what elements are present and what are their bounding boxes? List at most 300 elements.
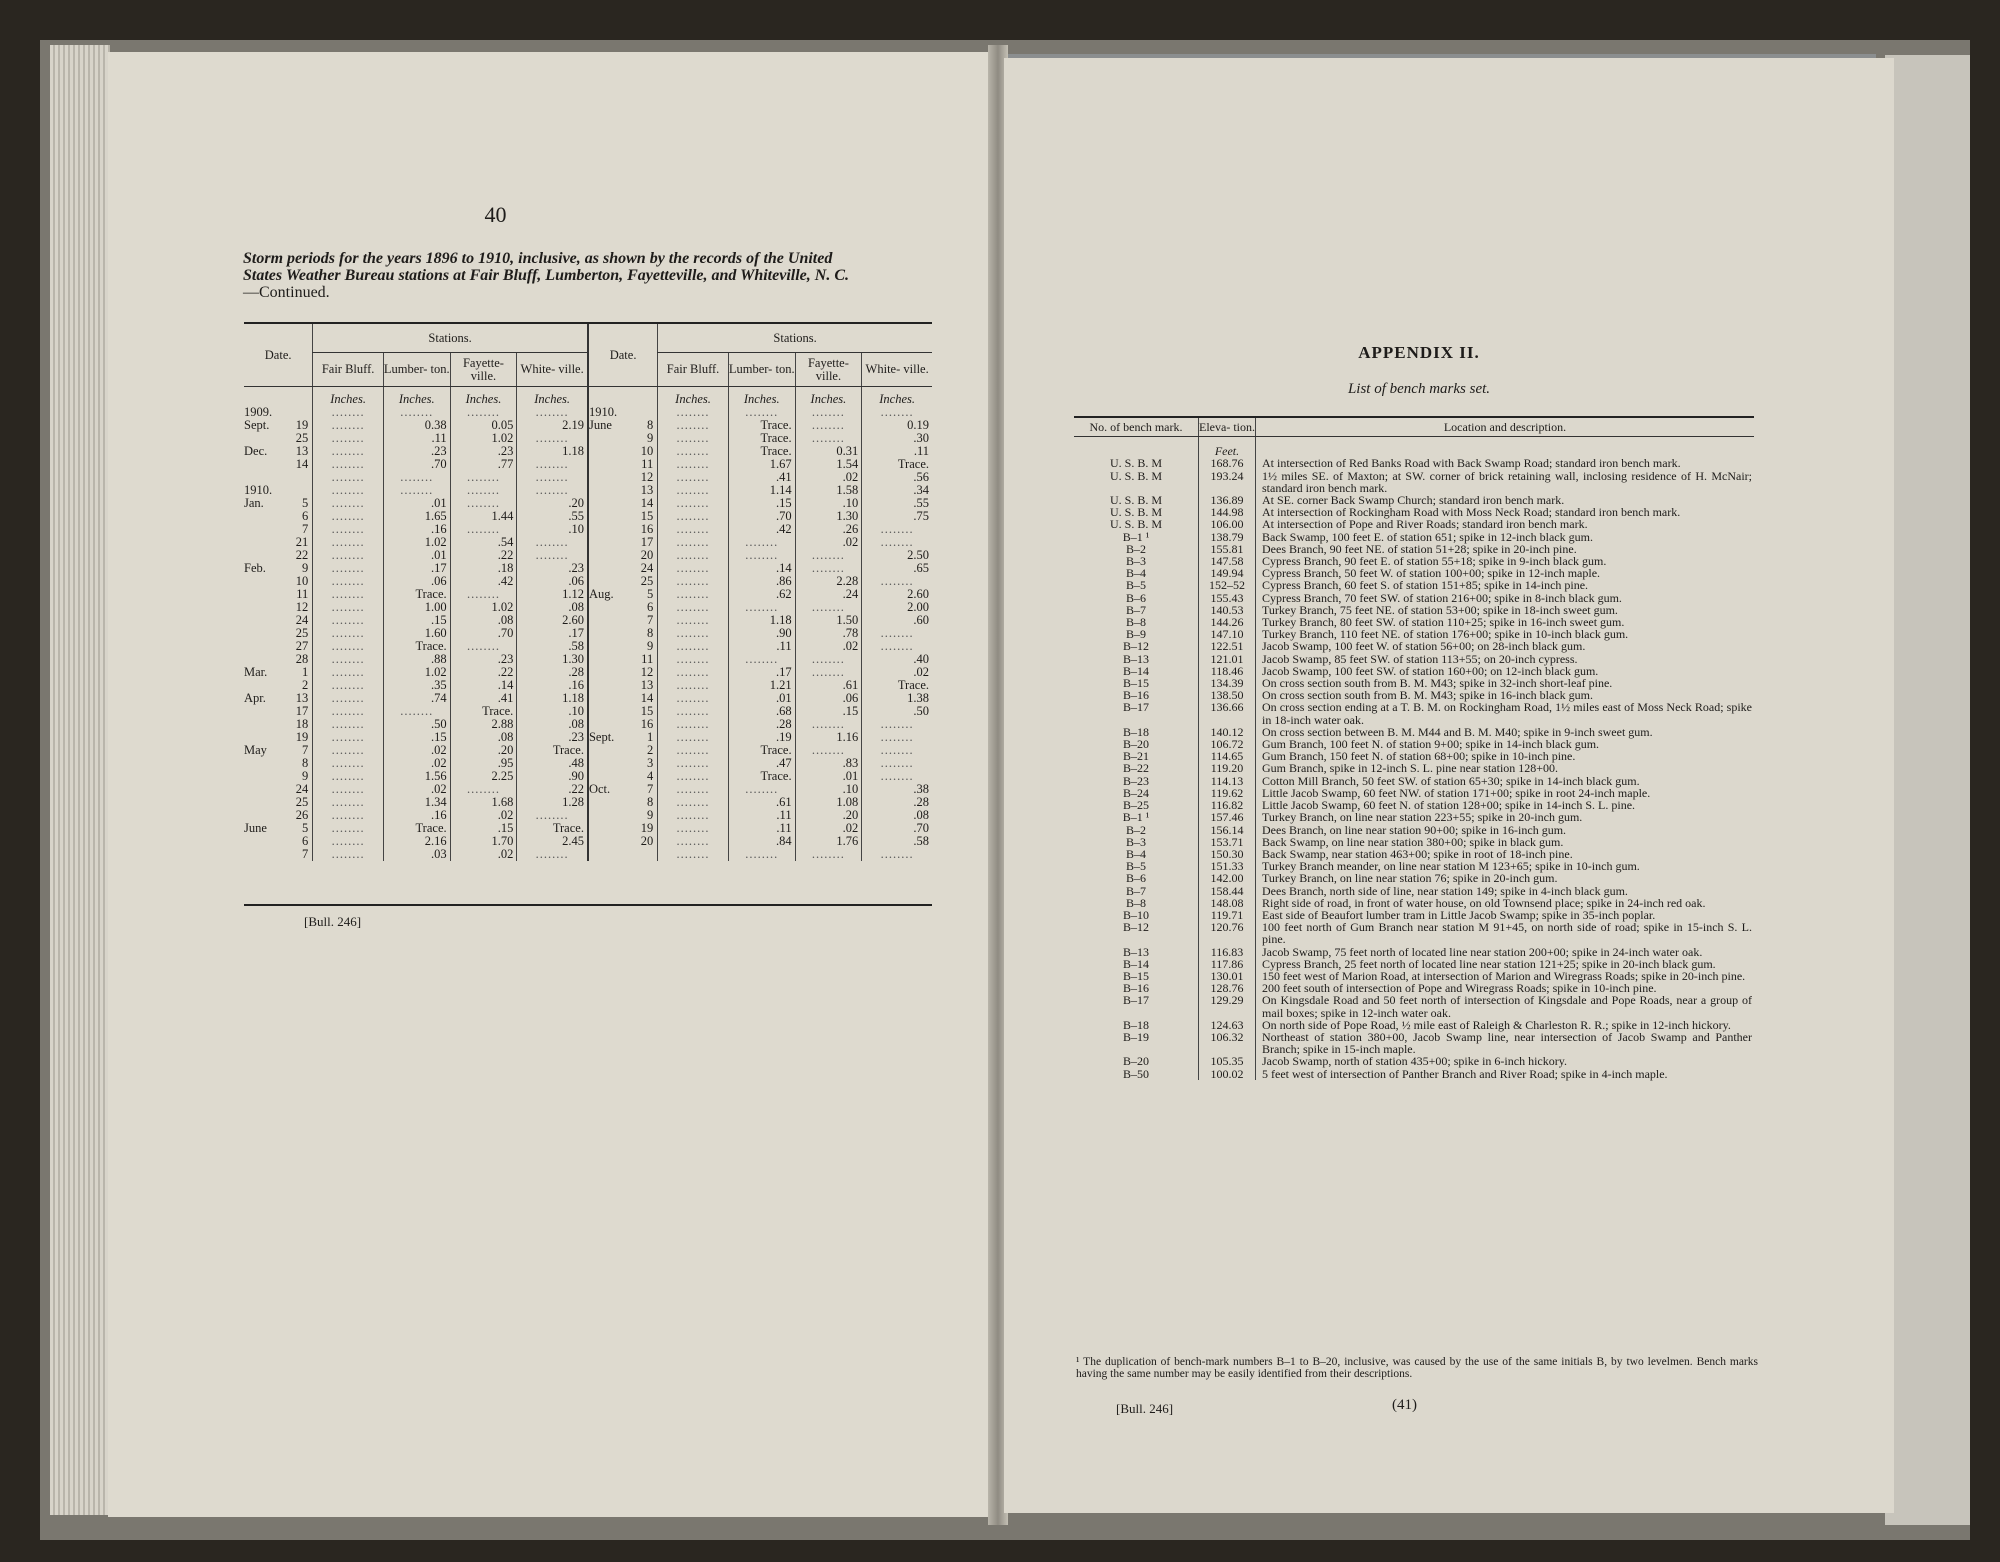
- location-description: Turkey Branch, on line near station 223+55; spike in 20-inch gum.: [1256, 811, 1755, 823]
- elevation-value: 144.98: [1199, 506, 1256, 518]
- location-description: At intersection of Pope and River Roads; standard iron bench mark.: [1256, 518, 1755, 530]
- rainfall-value: .02: [862, 666, 932, 679]
- rainfall-value: ........: [658, 510, 729, 523]
- rainfall-value: ........: [658, 809, 729, 822]
- header-fayetteville-2: Fayette- ville.: [795, 353, 862, 387]
- day-label: 20: [640, 834, 654, 848]
- location-description: On cross section ending at a T. B. M. on Rockingham Road, 1½ miles east of Moss Neck Road; spike in 18-inch water oak.: [1256, 701, 1755, 725]
- month-label: [244, 614, 293, 627]
- table-row: [1074, 872, 1754, 884]
- table-row: [1074, 701, 1754, 725]
- day-label: 7: [646, 782, 654, 796]
- day-label: 1: [302, 665, 309, 679]
- rainfall-value: .74: [383, 692, 450, 705]
- rainfall-value: 2.28: [795, 575, 862, 588]
- rainfall-value: ........: [658, 432, 729, 445]
- month-label: [588, 562, 638, 575]
- rainfall-value: .01: [383, 549, 450, 562]
- rainfall-value: 1.68: [450, 796, 517, 809]
- month-label: Sept.: [244, 418, 270, 432]
- rainfall-value: .86: [728, 575, 795, 588]
- bench-mark-number: U. S. B. M: [1109, 456, 1162, 471]
- rainfall-value: 1.30: [795, 510, 862, 523]
- rainfall-value: 2.19: [517, 419, 588, 432]
- day-label: 8: [646, 418, 654, 432]
- bench-mark-number: U. S. B. M: [1109, 468, 1162, 483]
- day-label: 13: [640, 483, 654, 497]
- rainfall-value: ........: [450, 484, 517, 497]
- rainfall-value: ........: [313, 510, 384, 523]
- month-label: [244, 640, 293, 653]
- rainfall-value: ........: [795, 406, 862, 419]
- rainfall-value: ........: [658, 770, 729, 783]
- rainfall-value: Trace.: [862, 458, 932, 471]
- rainfall-value: ........: [862, 406, 932, 419]
- elevation-value: 153.71: [1199, 836, 1256, 848]
- rainfall-value: .23: [450, 445, 517, 458]
- rainfall-value: ........: [313, 419, 384, 432]
- rainfall-value: ........: [862, 640, 932, 653]
- unit-label: Inches.: [658, 393, 729, 406]
- table-row: [1074, 470, 1754, 494]
- day-label: 5: [302, 821, 309, 835]
- bench-mark-number: B–13: [1122, 944, 1149, 959]
- rainfall-value: .11: [383, 432, 450, 445]
- elevation-value: 106.00: [1199, 518, 1256, 530]
- day-label: 6: [302, 834, 309, 848]
- rainfall-value: ........: [313, 458, 384, 471]
- rainfall-value: .42: [728, 523, 795, 536]
- day-label: 13: [295, 444, 309, 458]
- elevation-value: 128.76: [1199, 982, 1256, 994]
- month-label: Dec.: [244, 444, 268, 458]
- bench-mark-number: B–4: [1125, 566, 1146, 581]
- day-label: 19: [295, 418, 309, 432]
- rainfall-value: .18: [450, 562, 517, 575]
- rainfall-value: ........: [313, 614, 384, 627]
- rainfall-value: .01: [383, 497, 450, 510]
- elevation-value: 106.32: [1199, 1031, 1256, 1055]
- rainfall-value: ........: [728, 653, 795, 666]
- rainfall-value: ........: [658, 848, 729, 861]
- day-label: 22: [295, 548, 309, 562]
- elevation-value: 158.44: [1199, 885, 1256, 897]
- rainfall-value: 0.19: [862, 419, 932, 432]
- table-row: [1074, 824, 1754, 836]
- month-label: [244, 536, 293, 549]
- header-stations-left: Stations.: [313, 323, 588, 353]
- table-row: [1074, 579, 1754, 591]
- rainfall-value: .65: [862, 562, 932, 575]
- rainfall-value: ........: [383, 406, 450, 419]
- rainfall-value: .23: [517, 731, 588, 744]
- rainfall-value: .62: [728, 588, 795, 601]
- rainfall-value: ........: [658, 458, 729, 471]
- month-label: [244, 588, 293, 601]
- day-label: 13: [640, 678, 654, 692]
- month-label: [588, 640, 638, 653]
- location-description: 200 feet south of intersection of Pope and Wiregrass Roads; spike in 10-inch pine.: [1256, 982, 1755, 994]
- rainfall-value: ........: [728, 601, 795, 614]
- elevation-value: 156.14: [1199, 824, 1256, 836]
- month-label: June: [588, 419, 638, 432]
- month-label: [244, 718, 293, 731]
- rainfall-value: 1.50: [795, 614, 862, 627]
- day-label: 9: [646, 431, 654, 445]
- rainfall-value: ........: [313, 692, 384, 705]
- rainfall-value: ........: [313, 497, 384, 510]
- rainfall-value: .11: [862, 445, 932, 458]
- rainfall-value: .75: [862, 510, 932, 523]
- rainfall-value: ........: [313, 796, 384, 809]
- month-label: [588, 536, 638, 549]
- rainfall-value: .08: [450, 731, 517, 744]
- location-description: On Kingsdale Road and 50 feet north of intersection of Kingsdale and Pope Roads, near a group of mail boxes; spike in 12-inch water oak.: [1256, 994, 1755, 1018]
- rainfall-value: ........: [450, 497, 517, 510]
- rainfall-value: ........: [517, 848, 588, 861]
- rainfall-value: ........: [313, 757, 384, 770]
- rainfall-value: ........: [313, 835, 384, 848]
- rainfall-value: ........: [313, 731, 384, 744]
- day-label: 1: [646, 730, 654, 744]
- rainfall-value: .40: [862, 653, 932, 666]
- rainfall-value: .10: [517, 523, 588, 536]
- rainfall-value: ........: [313, 471, 384, 484]
- month-label: Sept.: [588, 731, 638, 744]
- rainfall-value: .03: [383, 848, 450, 861]
- rainfall-value: .17: [517, 627, 588, 640]
- rainfall-value: .28: [862, 796, 932, 809]
- rainfall-value: ........: [450, 471, 517, 484]
- day-label: 25: [295, 626, 309, 640]
- day-label: 24: [640, 561, 654, 575]
- day-label: 7: [302, 743, 309, 757]
- left-page: [108, 52, 993, 1517]
- location-description: On cross section between B. M. M44 and B. M. M40; spike in 9-inch sweet gum.: [1256, 726, 1755, 738]
- table-row: [1074, 885, 1754, 897]
- rainfall-value: .08: [517, 718, 588, 731]
- bench-mark-number: B–17: [1122, 700, 1149, 715]
- page-number-right: (41): [1392, 1397, 1417, 1413]
- unit-label: Inches.: [450, 393, 517, 406]
- rainfall-value: ........: [313, 679, 384, 692]
- rainfall-value: .68: [728, 705, 795, 718]
- day-label: 5: [646, 587, 654, 601]
- rainfall-value: ........: [313, 744, 384, 757]
- location-description: Little Jacob Swamp, 60 feet NW. of station 171+00; spike in root 24-inch maple.: [1256, 787, 1755, 799]
- rainfall-value: .78: [795, 627, 862, 640]
- month-label: [244, 835, 293, 848]
- rainfall-value: ........: [383, 484, 450, 497]
- location-description: Cypress Branch, 50 feet W. of station 100+00; spike in 12-inch maple.: [1256, 567, 1755, 579]
- rainfall-value: .84: [728, 835, 795, 848]
- day-label: [638, 848, 658, 861]
- rainfall-value: .77: [450, 458, 517, 471]
- rainfall-value: ........: [658, 705, 729, 718]
- location-description: Dees Branch, north side of line, near station 149; spike in 4-inch black gum.: [1256, 885, 1755, 897]
- header-fair-bluff: Fair Bluff.: [313, 353, 384, 387]
- bench-mark-number: B–6: [1125, 871, 1146, 886]
- unit-label: Inches.: [728, 393, 795, 406]
- bench-mark-number: B–3: [1125, 554, 1146, 569]
- bench-mark-number: B–3: [1125, 834, 1146, 849]
- day-label: 25: [640, 574, 654, 588]
- rainfall-value: ........: [658, 627, 729, 640]
- rainfall-value: ........: [450, 640, 517, 653]
- rainfall-value: ........: [728, 549, 795, 562]
- rainfall-value: .47: [728, 757, 795, 770]
- table-caption: Storm periods for the years 1896 to 1910, inclusive, as shown by the records of the United States Weather Bureau stations at Fair Bluff, Lumberton, Fayetteville, and Whiteville, N. C.—Continued.: [243, 250, 849, 301]
- rainfall-value: .70: [383, 458, 450, 471]
- day-label: 16: [640, 717, 654, 731]
- rainfall-value: .02: [795, 640, 862, 653]
- day-label: 11: [641, 652, 654, 666]
- table-row: [1074, 1055, 1754, 1067]
- day-label: 4: [646, 769, 654, 783]
- rainfall-value: Trace.: [728, 419, 795, 432]
- month-label: [588, 809, 638, 822]
- bench-mark-number: B–14: [1122, 663, 1149, 678]
- location-description: Jacob Swamp, 100 feet SW. of station 160+00; on 12-inch black gum.: [1256, 665, 1755, 677]
- rainfall-value: ........: [658, 601, 729, 614]
- elevation-value: 106.72: [1199, 738, 1256, 750]
- rainfall-value: .16: [383, 809, 450, 822]
- rainfall-value: ........: [313, 536, 384, 549]
- rainfall-value: ........: [658, 445, 729, 458]
- day-label: 25: [295, 431, 309, 445]
- rainfall-value: ........: [795, 432, 862, 445]
- rainfall-value: ........: [795, 419, 862, 432]
- elevation-value: 116.82: [1199, 799, 1256, 811]
- location-description: 150 feet west of Marion Road, at intersection of Marion and Wiregrass Roads; spike in 20-inch pine.: [1256, 970, 1755, 982]
- elevation-value: 136.89: [1199, 494, 1256, 506]
- bench-mark-number: B–8: [1125, 615, 1146, 630]
- location-description: Back Swamp, on line near station 380+00; spike in black gum.: [1256, 836, 1755, 848]
- unit-label: Inches.: [313, 393, 384, 406]
- rainfall-value: ........: [313, 445, 384, 458]
- day-label: 15: [640, 509, 654, 523]
- rainfall-value: ........: [658, 497, 729, 510]
- footnote: ¹ The duplication of bench-mark numbers B–1 to B–20, inclusive, was caused by the use of the same initials B, by two levelmen. Bench marks having the same number may be easily identified from their descriptions.: [1076, 1356, 1758, 1380]
- rainfall-value: ........: [313, 406, 384, 419]
- day-label: 7: [302, 522, 309, 536]
- rainfall-value: ........: [728, 406, 795, 419]
- rainfall-value: .88: [383, 653, 450, 666]
- elevation-value: 105.35: [1199, 1055, 1256, 1067]
- bench-mark-number: B–17: [1122, 993, 1149, 1008]
- rainfall-value: ........: [658, 692, 729, 705]
- bench-mark-number: B–7: [1125, 602, 1146, 617]
- rainfall-value: ........: [517, 484, 588, 497]
- day-label: 17: [640, 535, 654, 549]
- month-label: Apr.: [244, 691, 266, 705]
- rainfall-value: 1.18: [517, 692, 588, 705]
- location-description: Right side of road, in front of water house, on old Townsend place; spike in 24-inch red oak.: [1256, 897, 1755, 909]
- rainfall-value: .61: [795, 679, 862, 692]
- month-label: [588, 653, 638, 666]
- day-label: 18: [295, 717, 309, 731]
- rainfall-value: Trace.: [728, 770, 795, 783]
- rainfall-value: 2.00: [862, 601, 932, 614]
- month-label: 1909.: [244, 405, 273, 419]
- rainfall-value: .16: [383, 523, 450, 536]
- month-label: [588, 796, 638, 809]
- rainfall-value: .06: [795, 692, 862, 705]
- rainfall-value: ........: [313, 822, 384, 835]
- elevation-value: 150.30: [1199, 848, 1256, 860]
- bench-mark-number: B–24: [1122, 785, 1149, 800]
- rainfall-value: Trace.: [383, 640, 450, 653]
- bench-mark-number: B–22: [1122, 761, 1149, 776]
- day-label: 6: [646, 600, 654, 614]
- day-label: 25: [295, 795, 309, 809]
- header-fayetteville: Fayette- ville.: [450, 353, 517, 387]
- rainfall-value: .90: [517, 770, 588, 783]
- location-description: Back Swamp, near station 463+00; spike in root of 18-inch pine.: [1256, 848, 1755, 860]
- location-description: Turkey Branch meander, on line near station M 123+65; spike in 10-inch gum.: [1256, 860, 1755, 872]
- day-label: 9: [302, 561, 309, 575]
- day-label: 12: [295, 600, 309, 614]
- rainfall-value: ........: [658, 575, 729, 588]
- bench-mark-number: B–12: [1122, 920, 1149, 935]
- rainfall-value: .15: [383, 731, 450, 744]
- rainfall-value: ........: [313, 549, 384, 562]
- rainfall-value: ........: [313, 718, 384, 731]
- bench-mark-number: B–18: [1122, 1017, 1149, 1032]
- rainfall-value: Trace.: [728, 445, 795, 458]
- rainfall-value: ........: [313, 666, 384, 679]
- rainfall-value: 1.18: [517, 445, 588, 458]
- bench-mark-number: U. S. B. M: [1109, 517, 1162, 532]
- rainfall-value: .10: [795, 783, 862, 796]
- rainfall-value: .15: [795, 705, 862, 718]
- table-row: [1074, 921, 1754, 945]
- location-description: On cross section south from B. M. M43; spike in 16-inch black gum.: [1256, 689, 1755, 701]
- rainfall-value: .24: [795, 588, 862, 601]
- rainfall-value: Trace.: [728, 744, 795, 757]
- month-label: [588, 757, 638, 770]
- elevation-value: 147.58: [1199, 555, 1256, 567]
- elevation-value: 142.00: [1199, 872, 1256, 884]
- rainfall-value: .15: [450, 822, 517, 835]
- rainfall-value: .02: [383, 757, 450, 770]
- rainfall-value: .41: [450, 692, 517, 705]
- month-label: 1910.: [244, 483, 273, 497]
- month-label: [588, 848, 638, 861]
- rainfall-value: ........: [658, 796, 729, 809]
- rainfall-value: ........: [795, 848, 862, 861]
- rainfall-value: .02: [795, 536, 862, 549]
- location-description: Jacob Swamp, 75 feet north of located line near station 200+00; spike in 24-inch water oak.: [1256, 946, 1755, 958]
- elevation-value: 118.46: [1199, 665, 1256, 677]
- month-label: [588, 666, 638, 679]
- rainfall-value: .38: [862, 783, 932, 796]
- day-label: 13: [295, 691, 309, 705]
- rainfall-value: ........: [313, 783, 384, 796]
- elevation-value: 114.65: [1199, 750, 1256, 762]
- header-date-right: Date.: [588, 323, 658, 387]
- bench-mark-number: B–1 ¹: [1122, 810, 1150, 825]
- bench-mark-number: B–5: [1125, 859, 1146, 874]
- elevation-value: 157.46: [1199, 811, 1256, 823]
- rainfall-value: .23: [383, 445, 450, 458]
- unit-label: Inches.: [517, 393, 588, 406]
- elevation-value: 155.81: [1199, 543, 1256, 555]
- rainfall-value: Trace.: [383, 822, 450, 835]
- unit-label: Inches.: [795, 393, 862, 406]
- rainfall-value: .50: [862, 705, 932, 718]
- month-label: 1910.: [588, 406, 638, 419]
- elevation-value: 149.94: [1199, 567, 1256, 579]
- table-row: [1074, 531, 1754, 543]
- location-description: Cypress Branch, 25 feet north of located line near station 121+25; spike in 20-inch black gum.: [1256, 958, 1755, 970]
- location-description: Jacob Swamp, north of station 435+00; spike in 6-inch hickory.: [1256, 1055, 1755, 1067]
- rainfall-value: ........: [658, 783, 729, 796]
- rainfall-value: ........: [862, 575, 932, 588]
- location-description: At SE. corner Back Swamp Church; standard iron bench mark.: [1256, 494, 1755, 506]
- day-label: 3: [646, 756, 654, 770]
- day-label: 10: [295, 574, 309, 588]
- location-description: 5 feet west of intersection of Panther Branch and River Road; spike in 4-inch maple.: [1256, 1068, 1755, 1080]
- rainfall-value: .14: [728, 562, 795, 575]
- rainfall-value: .14: [450, 679, 517, 692]
- rainfall-value: 2.50: [862, 549, 932, 562]
- rainfall-value: .58: [517, 640, 588, 653]
- month-label: [588, 679, 638, 692]
- month-label: [588, 822, 638, 835]
- rainfall-value: ........: [658, 822, 729, 835]
- rainfall-value: .02: [795, 822, 862, 835]
- bench-mark-number: B–20: [1122, 737, 1149, 752]
- rainfall-value: .54: [450, 536, 517, 549]
- rainfall-value: ........: [862, 770, 932, 783]
- rainfall-value: ........: [658, 536, 729, 549]
- month-label: Oct.: [588, 783, 638, 796]
- rainfall-value: ........: [658, 471, 729, 484]
- rainfall-value: 1.54: [795, 458, 862, 471]
- rainfall-value: .23: [517, 562, 588, 575]
- bench-mark-number: B–10: [1122, 907, 1149, 922]
- rainfall-value: .34: [862, 484, 932, 497]
- location-description: Cypress Branch, 60 feet S. of station 151+85; spike in 14-inch pine.: [1256, 579, 1755, 591]
- rainfall-value: .01: [728, 692, 795, 705]
- elevation-value: 129.29: [1199, 994, 1256, 1018]
- rainfall-value: ........: [517, 549, 588, 562]
- month-label: [244, 601, 293, 614]
- rainfall-value: ........: [313, 848, 384, 861]
- location-description: Northeast of station 380+00, Jacob Swamp line, near intersection of Jacob Swamp and Panther Branch; spike in 15-inch maple.: [1256, 1031, 1755, 1055]
- day-label: 16: [640, 522, 654, 536]
- rainfall-value: ........: [313, 601, 384, 614]
- day-label: 24: [295, 782, 309, 796]
- elevation-value: 140.53: [1199, 604, 1256, 616]
- rainfall-value: .08: [450, 614, 517, 627]
- rainfall-value: .11: [728, 809, 795, 822]
- rainfall-value: .16: [517, 679, 588, 692]
- rainfall-value: 0.38: [383, 419, 450, 432]
- table-row: [1074, 457, 1754, 469]
- elevation-value: 134.39: [1199, 677, 1256, 689]
- rainfall-value: ........: [383, 471, 450, 484]
- rainfall-value: 1.56: [383, 770, 450, 783]
- day-label: 9: [646, 808, 654, 822]
- day-label: 8: [646, 626, 654, 640]
- rainfall-value: .70: [728, 510, 795, 523]
- rainfall-value: 0.05: [450, 419, 517, 432]
- rainfall-value: 1.14: [728, 484, 795, 497]
- rainfall-value: 2.88: [450, 718, 517, 731]
- table-row: [1074, 762, 1754, 774]
